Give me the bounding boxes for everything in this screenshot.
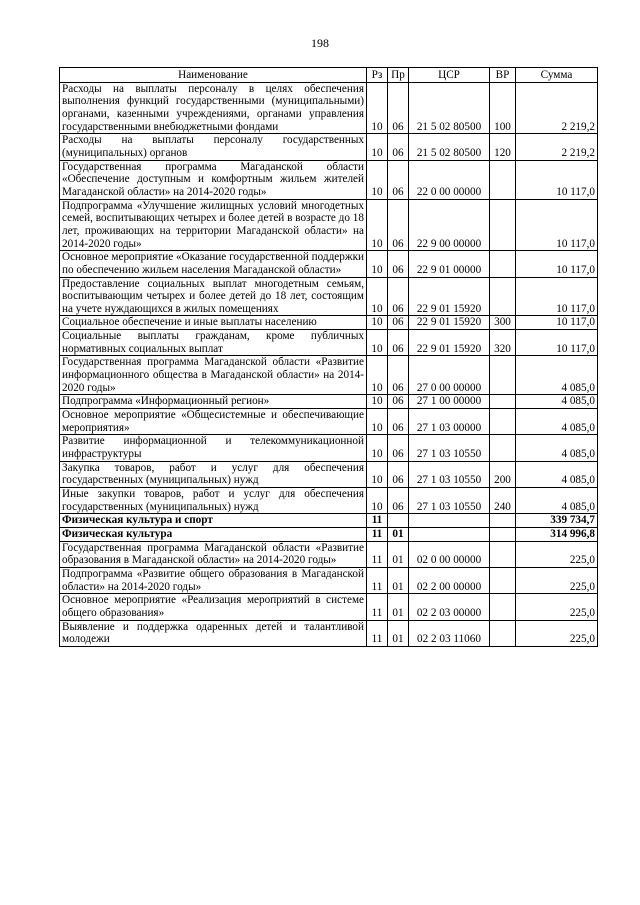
cell-csr: 27 0 00 00000 bbox=[409, 356, 490, 395]
cell-name: Государственная программа Магаданской области «Развитие информационного общества в Магаданской области» на 2014-2020 годы» bbox=[60, 356, 367, 395]
cell-sum: 10 117,0 bbox=[516, 316, 598, 330]
table-row bbox=[60, 356, 598, 395]
cell-name: Предоставление социальных выплат многодетным семьям, воспитывающим четырех и более детей до 18 лет, состоящим на учете нуждающихся в жилых помещениях bbox=[60, 277, 367, 316]
cell-vr bbox=[490, 356, 516, 395]
cell-rz: 11 bbox=[367, 514, 388, 528]
cell-name: Государственная программа Магаданской области «Развитие образования в Магаданской области» на 2014-2020 годы» bbox=[60, 541, 367, 567]
cell-csr: 02 0 00 00000 bbox=[409, 541, 490, 567]
cell-vr bbox=[490, 277, 516, 316]
table-row bbox=[60, 541, 598, 567]
cell-sum: 225,0 bbox=[516, 620, 598, 646]
cell-csr bbox=[409, 527, 490, 541]
cell-rz: 10 bbox=[367, 82, 388, 134]
table-row bbox=[60, 251, 598, 277]
header-sum: Сумма bbox=[516, 68, 598, 83]
cell-pr: 06 bbox=[388, 160, 409, 199]
cell-rz: 11 bbox=[367, 541, 388, 567]
cell-vr bbox=[490, 567, 516, 593]
cell-pr: 06 bbox=[388, 356, 409, 395]
cell-pr: 06 bbox=[388, 199, 409, 251]
cell-name: Социальное обеспечение и иные выплаты населению bbox=[60, 316, 367, 330]
table-row bbox=[60, 488, 598, 514]
cell-rz: 10 bbox=[367, 251, 388, 277]
cell-csr: 02 2 03 11060 bbox=[409, 620, 490, 646]
cell-csr: 22 9 01 15920 bbox=[409, 316, 490, 330]
cell-pr: 06 bbox=[388, 409, 409, 435]
cell-vr bbox=[490, 199, 516, 251]
cell-pr: 06 bbox=[388, 488, 409, 514]
table-row bbox=[60, 160, 598, 199]
cell-pr: 01 bbox=[388, 541, 409, 567]
cell-rz: 10 bbox=[367, 395, 388, 409]
cell-pr: 06 bbox=[388, 395, 409, 409]
cell-name: Физическая культура и спорт bbox=[60, 514, 367, 528]
header-rz: Рз bbox=[367, 68, 388, 83]
table-row bbox=[60, 527, 598, 541]
cell-name: Физическая культура bbox=[60, 527, 367, 541]
table-row bbox=[60, 82, 598, 134]
header-pr: Пр bbox=[388, 68, 409, 83]
cell-sum: 4 085,0 bbox=[516, 395, 598, 409]
cell-csr: 27 1 03 10550 bbox=[409, 488, 490, 514]
cell-name: Подпрограмма «Улучшение жилищных условий многодетных семей, воспитывающих четырех и более детей в возрасте до 18 лет, проживающих на территории Магаданской области» на 2014-2020 годы» bbox=[60, 199, 367, 251]
cell-sum: 4 085,0 bbox=[516, 435, 598, 461]
cell-name: Основное мероприятие «Реализация мероприятий в системе общего образования» bbox=[60, 594, 367, 620]
cell-vr: 300 bbox=[490, 316, 516, 330]
cell-pr: 06 bbox=[388, 82, 409, 134]
cell-vr: 100 bbox=[490, 82, 516, 134]
cell-pr: 06 bbox=[388, 134, 409, 160]
cell-csr: 22 9 01 00000 bbox=[409, 251, 490, 277]
cell-pr: 06 bbox=[388, 461, 409, 487]
table-row bbox=[60, 620, 598, 646]
cell-csr: 22 9 01 15920 bbox=[409, 330, 490, 356]
cell-csr: 21 5 02 80500 bbox=[409, 134, 490, 160]
cell-sum: 10 117,0 bbox=[516, 251, 598, 277]
cell-csr: 21 5 02 80500 bbox=[409, 82, 490, 134]
cell-vr bbox=[490, 395, 516, 409]
cell-vr bbox=[490, 620, 516, 646]
cell-pr: 01 bbox=[388, 567, 409, 593]
cell-csr: 27 1 03 00000 bbox=[409, 409, 490, 435]
cell-vr: 240 bbox=[490, 488, 516, 514]
cell-csr bbox=[409, 514, 490, 528]
budget-table bbox=[59, 67, 598, 647]
cell-rz: 11 bbox=[367, 527, 388, 541]
cell-sum: 4 085,0 bbox=[516, 409, 598, 435]
cell-vr bbox=[490, 251, 516, 277]
cell-name: Социальные выплаты гражданам, кроме публичных нормативных социальных выплат bbox=[60, 330, 367, 356]
table-row bbox=[60, 134, 598, 160]
cell-pr: 06 bbox=[388, 435, 409, 461]
cell-vr bbox=[490, 435, 516, 461]
cell-name: Выявление и поддержка одаренных детей и талантливой молодежи bbox=[60, 620, 367, 646]
cell-vr bbox=[490, 160, 516, 199]
table-row bbox=[60, 567, 598, 593]
table-row bbox=[60, 330, 598, 356]
cell-name: Расходы на выплаты персоналу государственных (муниципальных) органов bbox=[60, 134, 367, 160]
cell-sum: 10 117,0 bbox=[516, 277, 598, 316]
cell-pr: 01 bbox=[388, 527, 409, 541]
cell-name: Закупка товаров, работ и услуг для обеспечения государственных (муниципальных) нужд bbox=[60, 461, 367, 487]
cell-csr: 02 2 00 00000 bbox=[409, 567, 490, 593]
table-row bbox=[60, 594, 598, 620]
cell-name: Подпрограмма «Информационный регион» bbox=[60, 395, 367, 409]
cell-pr: 01 bbox=[388, 620, 409, 646]
page-number: 198 bbox=[311, 36, 329, 50]
cell-rz: 10 bbox=[367, 277, 388, 316]
cell-name: Государственная программа Магаданской области «Обеспечение доступным и комфортным жильем жителей Магаданской области» на 2014-2020 годы» bbox=[60, 160, 367, 199]
cell-name: Иные закупки товаров, работ и услуг для обеспечения государственных (муниципальных) нужд bbox=[60, 488, 367, 514]
cell-vr bbox=[490, 409, 516, 435]
table-row bbox=[60, 395, 598, 409]
cell-csr: 27 1 03 10550 bbox=[409, 435, 490, 461]
cell-name: Развитие информационной и телекоммуникационной инфраструктуры bbox=[60, 435, 367, 461]
cell-csr: 22 0 00 00000 bbox=[409, 160, 490, 199]
table-body bbox=[60, 82, 598, 646]
cell-rz: 10 bbox=[367, 461, 388, 487]
cell-rz: 10 bbox=[367, 356, 388, 395]
cell-sum: 10 117,0 bbox=[516, 160, 598, 199]
cell-vr bbox=[490, 527, 516, 541]
cell-pr: 06 bbox=[388, 330, 409, 356]
cell-sum: 4 085,0 bbox=[516, 488, 598, 514]
cell-csr: 27 1 03 10550 bbox=[409, 461, 490, 487]
cell-rz: 11 bbox=[367, 567, 388, 593]
cell-rz: 10 bbox=[367, 160, 388, 199]
cell-pr: 06 bbox=[388, 251, 409, 277]
cell-csr: 22 9 01 15920 bbox=[409, 277, 490, 316]
cell-csr: 27 1 00 00000 bbox=[409, 395, 490, 409]
cell-sum: 225,0 bbox=[516, 567, 598, 593]
cell-pr: 01 bbox=[388, 594, 409, 620]
cell-csr: 02 2 03 00000 bbox=[409, 594, 490, 620]
cell-sum: 339 734,7 bbox=[516, 514, 598, 528]
header-csr: ЦСР bbox=[409, 68, 490, 83]
table-row bbox=[60, 199, 598, 251]
cell-sum: 225,0 bbox=[516, 541, 598, 567]
cell-vr bbox=[490, 541, 516, 567]
cell-rz: 10 bbox=[367, 409, 388, 435]
table-row bbox=[60, 409, 598, 435]
cell-pr: 06 bbox=[388, 316, 409, 330]
table-row bbox=[60, 435, 598, 461]
cell-sum: 4 085,0 bbox=[516, 356, 598, 395]
table-row bbox=[60, 514, 598, 528]
table-header-row bbox=[60, 68, 598, 83]
table-row bbox=[60, 461, 598, 487]
cell-sum: 4 085,0 bbox=[516, 461, 598, 487]
cell-pr bbox=[388, 514, 409, 528]
cell-name: Подпрограмма «Развитие общего образования в Магаданской области» на 2014-2020 годы» bbox=[60, 567, 367, 593]
cell-sum: 10 117,0 bbox=[516, 330, 598, 356]
cell-name: Основное мероприятие «Общесистемные и обеспечивающие мероприятия» bbox=[60, 409, 367, 435]
cell-rz: 10 bbox=[367, 316, 388, 330]
cell-vr: 120 bbox=[490, 134, 516, 160]
cell-rz: 11 bbox=[367, 594, 388, 620]
cell-name: Основное мероприятие «Оказание государственной поддержки по обеспечению жильем населения Магаданской области» bbox=[60, 251, 367, 277]
cell-vr: 320 bbox=[490, 330, 516, 356]
cell-rz: 10 bbox=[367, 134, 388, 160]
cell-vr bbox=[490, 594, 516, 620]
cell-rz: 10 bbox=[367, 199, 388, 251]
cell-sum: 2 219,2 bbox=[516, 82, 598, 134]
cell-rz: 10 bbox=[367, 488, 388, 514]
table-row bbox=[60, 316, 598, 330]
cell-rz: 10 bbox=[367, 330, 388, 356]
table-row bbox=[60, 277, 598, 316]
cell-vr bbox=[490, 514, 516, 528]
cell-rz: 10 bbox=[367, 435, 388, 461]
cell-csr: 22 9 00 00000 bbox=[409, 199, 490, 251]
cell-name: Расходы на выплаты персоналу в целях обеспечения выполнения функций государственными (муниципальными) органами, казенными учреждениями, органами управления государственными внебюджетными фондами bbox=[60, 82, 367, 134]
cell-sum: 225,0 bbox=[516, 594, 598, 620]
header-vr: ВР bbox=[490, 68, 516, 83]
cell-sum: 314 996,8 bbox=[516, 527, 598, 541]
cell-pr: 06 bbox=[388, 277, 409, 316]
cell-vr: 200 bbox=[490, 461, 516, 487]
cell-sum: 2 219,2 bbox=[516, 134, 598, 160]
cell-rz: 11 bbox=[367, 620, 388, 646]
cell-sum: 10 117,0 bbox=[516, 199, 598, 251]
header-name: Наименование bbox=[60, 68, 367, 83]
